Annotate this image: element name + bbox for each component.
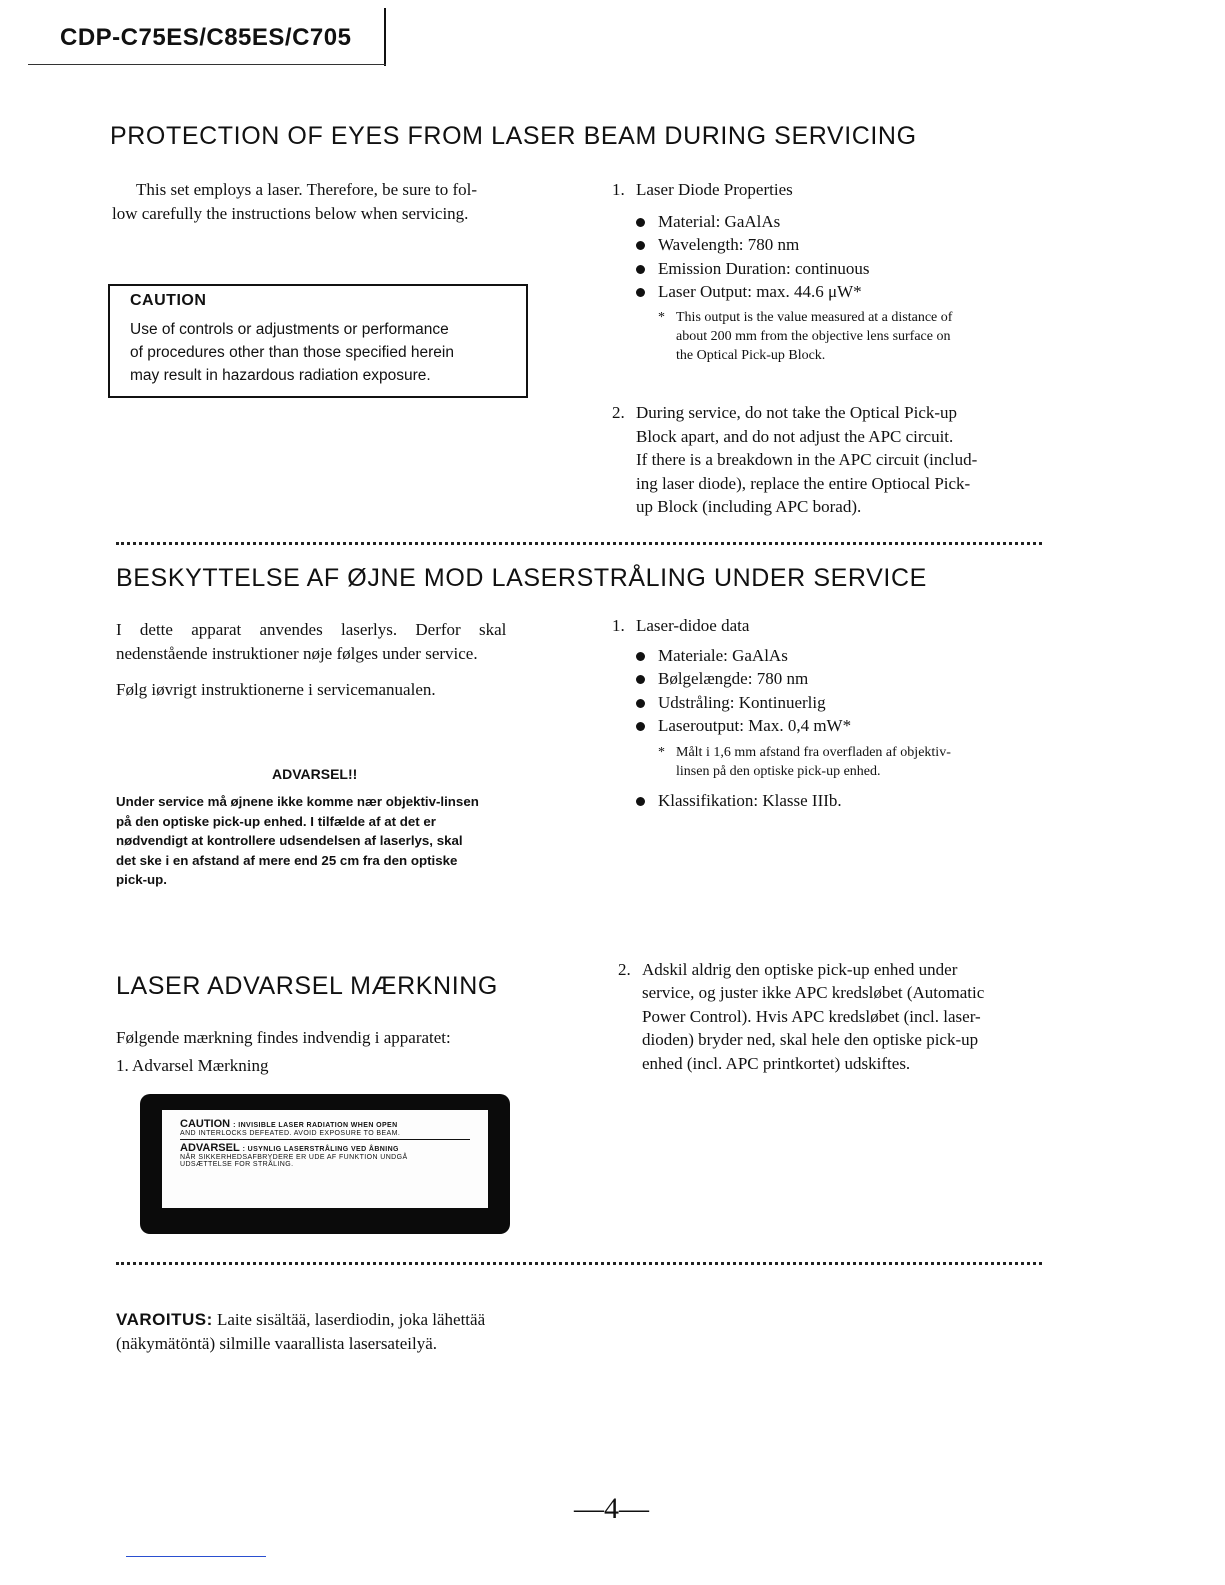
varoitus-label: VAROITUS: — [116, 1310, 213, 1329]
bullet-icon — [636, 241, 645, 250]
bullet-icon — [636, 288, 645, 297]
warning-title: ADVARSEL!! — [272, 766, 358, 782]
warning-label-image — [140, 1094, 510, 1234]
list-item: Bølgelængde: 780 nm — [634, 667, 1042, 691]
section2-title: BESKYTTELSE AF ØJNE MOD LASERSTRÅLING UNDER SERVICE — [116, 564, 927, 592]
caution-box — [108, 284, 528, 398]
note-line2: about 200 mm from the objective lens surface on — [676, 328, 951, 344]
footer-rule — [126, 1556, 266, 1557]
section1-item2-line2: Block apart, and do not adjust the APC circuit. — [636, 426, 954, 446]
label-caution-line2: AND INTERLOCKS DEFEATED. AVOID EXPOSURE TO BEAM. — [180, 1130, 470, 1140]
section2-item2-num: 2. — [618, 959, 631, 979]
list-item: Wavelength: 780 nm — [634, 233, 1042, 257]
section3-title: LASER ADVARSEL MÆRKNING — [116, 972, 498, 1000]
section2-item1-num: 1. — [612, 616, 625, 635]
label-advarsel-line3: UDSÆTTELSE FOR STRÅLING. — [180, 1161, 294, 1168]
list-item: Laser Output: max. 44.6 μW* — [634, 280, 1042, 304]
section2-output-note — [656, 743, 1042, 781]
section1-item1-num: 1. — [612, 180, 625, 199]
bullet-icon — [636, 265, 645, 274]
section4-text — [116, 1308, 576, 1355]
section1-output-note — [656, 308, 1042, 365]
note-asterisk: * — [658, 309, 665, 325]
label-caution-line1 — [180, 1118, 470, 1130]
page-number: —4— — [574, 1492, 649, 1525]
section2-item2-line5: enhed (incl. APC printkortet) udskiftes. — [642, 1053, 911, 1073]
section1-item2 — [612, 401, 1066, 519]
list-item: Laseroutput: Max. 0,4 mW* — [634, 714, 1042, 738]
list-item: Udstråling: Kontinuerlig — [634, 691, 1042, 715]
section2-item2 — [618, 958, 1067, 1076]
section-divider — [116, 542, 1042, 545]
header-divider-horizontal — [28, 64, 386, 65]
section2-intro-line1: I dette apparat anvendes laserlys. Derfor skal — [116, 620, 507, 639]
section2-item1-heading — [612, 614, 1042, 638]
bullet-icon — [636, 675, 645, 684]
section4-line1-text: Laite sisältää, laserdiodin, joka lähettää — [217, 1310, 486, 1329]
section1-item2-line1: During service, do not take the Optical Pick-up — [636, 403, 958, 422]
section1-intro-line2: low carefully the instructions below when servicing. — [112, 203, 469, 223]
bullet-icon — [636, 218, 645, 227]
section1-item2-line4: ing laser diode), replace the entire Optiocal Pick- — [636, 473, 971, 493]
warning-line4: det ske i en afstand af mere end 25 cm fra den optiske — [116, 852, 458, 868]
section1-intro — [112, 178, 542, 225]
section1-title: PROTECTION OF EYES FROM LASER BEAM DURING SERVICING — [110, 122, 917, 150]
section2-class-list — [634, 789, 1042, 813]
warning-line1: Under service må øjnene ikke komme nær objektiv-linsen — [116, 794, 479, 809]
list-item: Materiale: GaAlAs — [634, 644, 1042, 668]
section2-item2-line4: dioden) bryder ned, skal hele den optiske pick-up — [642, 1030, 979, 1049]
section1-item2-num: 2. — [612, 403, 625, 422]
section3-item1: 1. Advarsel Mærkning — [116, 1056, 269, 1075]
warning-label-panel — [162, 1110, 488, 1208]
section-divider — [116, 1262, 1042, 1265]
section2-intro — [116, 618, 546, 702]
bullet-icon — [636, 699, 645, 708]
note-line1: This output is the value measured at a distance of — [676, 309, 953, 325]
label-caution-word: CAUTION — [180, 1118, 231, 1130]
note-line2: linsen på den optiske pick-up enhed. — [676, 763, 881, 779]
section1-item2-line5: up Block (including APC borad). — [636, 497, 862, 516]
section4-line2: (näkymätöntä) silmille vaarallista lasersateilyä. — [116, 1333, 437, 1353]
list-item: Material: GaAlAs — [634, 210, 1042, 234]
section1-intro-line1: This set employs a laser. Therefore, be sure to fol- — [136, 180, 477, 199]
caution-title: CAUTION — [130, 292, 207, 309]
caution-line3: may result in hazardous radiation exposure. — [130, 367, 431, 384]
section4-line1 — [116, 1308, 576, 1332]
label-caution-rest: : INVISIBLE LASER RADIATION WHEN OPEN — [233, 1122, 398, 1129]
warning-line5: pick-up. — [116, 872, 167, 887]
note-line1: Målt i 1,6 mm afstand fra overfladen af objektiv- — [676, 744, 951, 760]
label-advarsel-line1 — [180, 1142, 470, 1154]
section2-item1 — [612, 614, 1042, 812]
bullet-icon — [636, 652, 645, 661]
caution-line2: of procedures other than those specified herein — [130, 344, 454, 361]
caution-line1: Use of controls or adjustments or performance — [130, 321, 449, 338]
section2-item2-line2: service, og juster ikke APC kredsløbet (Automatic — [642, 983, 985, 1002]
label-advarsel-line2: NÅR SIKKERHEDSAFBRYDERE ER UDE AF FUNKTION UNDGÅ — [180, 1154, 408, 1161]
model-number: CDP-C75ES/C85ES/C705 — [60, 24, 352, 51]
section2-item2-line3: Power Control). Hvis APC kredsløbet (incl. laser- — [642, 1006, 981, 1026]
section1-item1 — [612, 178, 1042, 365]
bullet-icon — [636, 722, 645, 731]
section3-intro: Følgende mærkning findes indvendig i apparatet: — [116, 1028, 451, 1047]
section2-properties-list — [634, 644, 1042, 738]
header-divider-vertical — [384, 8, 386, 66]
list-item: Emission Duration: continuous — [634, 257, 1042, 281]
list-item: Klassifikation: Klasse IIIb. — [634, 789, 1042, 813]
label-advarsel-rest: : USYNLIG LASERSTRÅLING VED ÅBNING — [242, 1146, 399, 1153]
section2-intro-line2: nedenstående instruktioner nøje følges under service. — [116, 643, 478, 663]
section2-item2-line1: Adskil aldrig den optiske pick-up enhed under — [642, 959, 958, 979]
warning-line3: nødvendigt at kontrollere udsendelsen af laserlys, skal — [116, 833, 463, 848]
note-line3: the Optical Pick-up Block. — [676, 347, 826, 363]
section1-item1-title: Laser Diode Properties — [636, 180, 793, 199]
warning-line2: på den optiske pick-up enhed. I tilfælde af at det er — [116, 813, 436, 829]
section2-intro-line3: Følg iøvrigt instruktionerne i servicemanualen. — [116, 680, 436, 699]
label-advarsel-word: ADVARSEL — [180, 1142, 240, 1154]
section1-item2-line3: If there is a breakdown in the APC circuit (includ- — [636, 450, 978, 469]
section2-item1-title: Laser-didoe data — [636, 616, 750, 635]
note-asterisk: * — [658, 744, 665, 760]
section1-item1-heading — [612, 178, 1042, 202]
warning-text — [116, 792, 536, 890]
bullet-icon — [636, 797, 645, 806]
section1-properties-list — [634, 210, 1042, 304]
